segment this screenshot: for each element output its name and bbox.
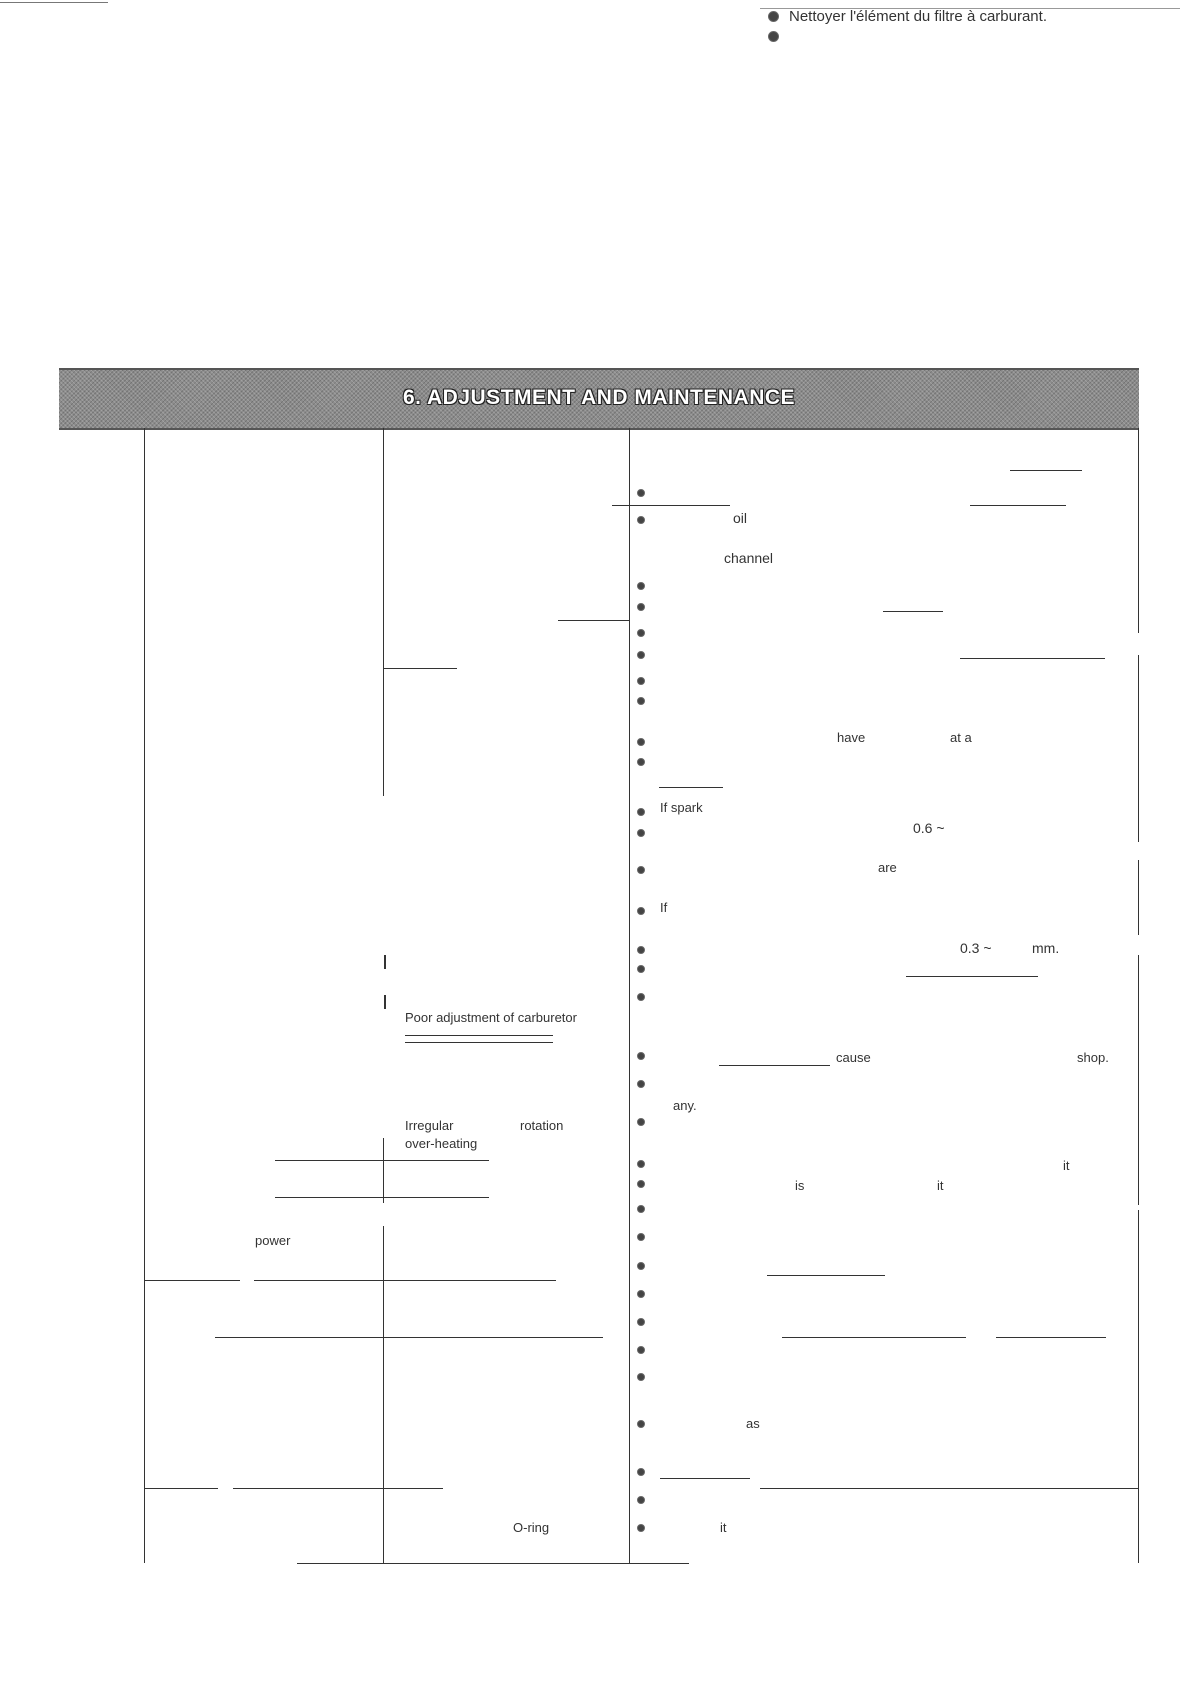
fragment-gap-03: 0.3 ~ — [960, 940, 992, 956]
rule-k — [405, 1042, 553, 1043]
mark-i-1 — [384, 955, 386, 969]
bullet-icon — [637, 582, 645, 590]
fragment-gap-06: 0.6 ~ — [913, 820, 945, 836]
rule-j — [405, 1035, 553, 1036]
table-edge-right-4 — [1138, 955, 1139, 1205]
bullet-icon — [637, 1080, 645, 1088]
bullet-icon — [637, 1346, 645, 1354]
rule-a — [612, 505, 730, 506]
bullet-icon — [637, 965, 645, 973]
bullet-icon — [637, 1318, 645, 1326]
table-edge-right-3 — [1138, 860, 1139, 935]
bullet-icon — [637, 1262, 645, 1270]
rule-w — [660, 1478, 750, 1479]
mark-i-2 — [384, 995, 386, 1009]
table-divider-col3 — [629, 428, 630, 1563]
rule-h — [659, 787, 723, 788]
fragment-rotation: rotation — [520, 1118, 564, 1133]
table-edge-right-2 — [1138, 655, 1139, 842]
rule-f — [960, 658, 1105, 659]
bullet-icon — [637, 1290, 645, 1298]
fragment-o-ring: O-ring — [513, 1520, 550, 1535]
rule-i — [906, 976, 1038, 977]
rule-y — [297, 1563, 689, 1564]
bullet-icon — [637, 516, 645, 524]
fragment-if-spark: If spark — [660, 800, 703, 815]
bullet-icon — [768, 31, 779, 42]
bullet-icon — [637, 907, 645, 915]
fragment-is: is — [795, 1178, 805, 1193]
fragment-at-a: at a — [950, 730, 972, 745]
fragment-poor-adjustment: Poor adjustment of carburetor — [405, 1010, 577, 1025]
bullet-icon — [637, 758, 645, 766]
bullet-icon — [637, 1052, 645, 1060]
table-divider-col2a — [383, 428, 384, 796]
top-note-2 — [768, 28, 789, 45]
bullet-icon — [637, 651, 645, 659]
rule-o — [767, 1275, 885, 1276]
fragment-it-1: it — [1063, 1158, 1070, 1173]
section-banner — [59, 368, 1139, 430]
bullet-icon — [637, 866, 645, 874]
bullet-icon — [637, 1496, 645, 1504]
fragment-have: have — [837, 730, 866, 745]
bullet-icon — [637, 1524, 645, 1532]
top-rule-left — [0, 2, 108, 3]
bullet-icon — [637, 1205, 645, 1213]
fragment-cause: cause — [836, 1050, 871, 1065]
rule-d — [558, 620, 630, 621]
rule-p — [144, 1280, 240, 1281]
table-edge-right-1 — [1138, 428, 1139, 633]
fragment-over-heating: over-heating — [405, 1136, 478, 1151]
rule-n — [275, 1197, 489, 1198]
bullet-icon — [637, 1160, 645, 1168]
rule-l — [719, 1065, 830, 1066]
bullet-icon — [637, 738, 645, 746]
bullet-icon — [637, 1420, 645, 1428]
fragment-as: as — [746, 1416, 760, 1431]
rule-b — [1010, 470, 1082, 471]
table-edge-right-5 — [1138, 1210, 1139, 1563]
bullet-icon — [768, 11, 779, 22]
fragment-are: are — [878, 860, 897, 875]
fragment-any: any. — [673, 1098, 697, 1113]
rule-g — [383, 668, 457, 669]
rule-v — [233, 1488, 443, 1489]
bullet-icon — [637, 697, 645, 705]
rule-m — [275, 1160, 489, 1161]
rule-s — [782, 1337, 966, 1338]
bullet-icon — [637, 993, 645, 1001]
bullet-icon — [637, 1373, 645, 1381]
fragment-if: If — [660, 900, 668, 915]
rule-r — [215, 1337, 603, 1338]
fragment-power: power — [255, 1233, 291, 1248]
bullet-icon — [637, 603, 645, 611]
fragment-irregular: Irregular — [405, 1118, 454, 1133]
rule-x — [760, 1488, 1138, 1489]
section-title: 6. ADJUSTMENT AND MAINTENANCE — [402, 386, 796, 409]
bullet-icon — [637, 808, 645, 816]
rule-q — [254, 1280, 556, 1281]
bullet-icon — [637, 1468, 645, 1476]
fragment-shop: shop. — [1077, 1050, 1109, 1065]
bullet-icon — [637, 489, 645, 497]
bullet-icon — [637, 1118, 645, 1126]
bullet-icon — [637, 1180, 645, 1188]
fragment-it-2: it — [937, 1178, 944, 1193]
top-note-1: Nettoyer l'élément du filtre à carburant. — [768, 8, 1047, 25]
fragment-channel: channel — [724, 550, 774, 566]
rule-c — [970, 505, 1066, 506]
bullet-icon — [637, 829, 645, 837]
rule-e — [883, 611, 943, 612]
rule-t — [996, 1337, 1106, 1338]
table-divider-col2c — [383, 1226, 384, 1563]
bullet-icon — [637, 677, 645, 685]
bullet-icon — [637, 629, 645, 637]
rule-u — [144, 1488, 218, 1489]
fragment-it-3: it — [720, 1520, 727, 1535]
fragment-mm: mm. — [1032, 940, 1060, 956]
table-divider-col1 — [144, 428, 145, 1563]
bullet-icon — [637, 946, 645, 954]
fragment-oil: oil — [733, 510, 748, 526]
bullet-icon — [637, 1233, 645, 1241]
table-divider-col2b — [383, 1138, 384, 1203]
